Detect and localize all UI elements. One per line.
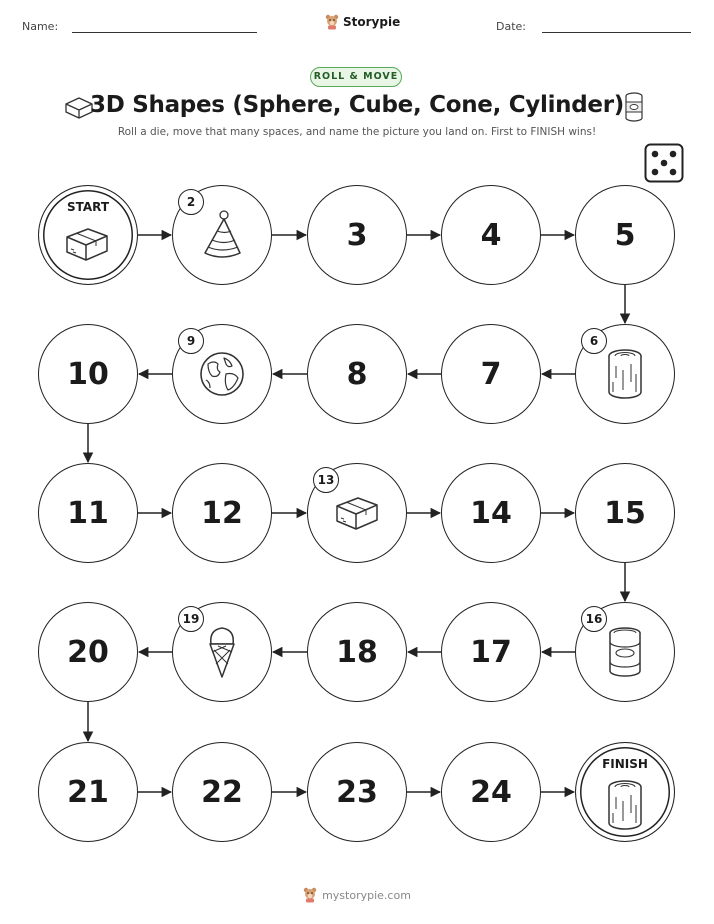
space-number: 5 xyxy=(614,217,636,253)
ice-cream-cone-icon xyxy=(205,624,239,680)
name-label: Name: xyxy=(22,20,59,33)
finish-label: FINISH xyxy=(602,757,648,771)
space-number: 17 xyxy=(470,634,512,670)
board-space-22 xyxy=(172,742,272,842)
space-number: 12 xyxy=(201,495,243,531)
page-title: 3D Shapes (Sphere, Cube, Cone, Cylinder) xyxy=(90,92,624,118)
space-number: 24 xyxy=(470,774,512,810)
party-hat-icon xyxy=(200,209,244,261)
space-number: 11 xyxy=(67,495,109,531)
board-space-5 xyxy=(575,185,675,285)
activity-badge: ROLL & MOVE xyxy=(310,67,402,87)
board-space-17 xyxy=(441,602,541,702)
space-number-badge: 16 xyxy=(581,606,607,632)
footer-url[interactable]: mystorypie.com xyxy=(322,888,411,902)
board-space-20 xyxy=(38,602,138,702)
instructions: Roll a die, move that many spaces, and name the picture you land on. First to FINISH wins! xyxy=(117,126,597,138)
board-space-3 xyxy=(307,185,407,285)
space-number: 8 xyxy=(346,356,368,392)
space-number: 3 xyxy=(346,217,368,253)
finish-space xyxy=(575,742,675,842)
space-number: 14 xyxy=(470,495,512,531)
box-icon xyxy=(334,493,380,533)
space-number: 21 xyxy=(67,774,109,810)
can-icon xyxy=(606,626,644,678)
board-space-14 xyxy=(441,463,541,563)
board-space-8 xyxy=(307,324,407,424)
space-number: 20 xyxy=(67,634,109,670)
box-icon xyxy=(64,224,110,268)
date-label: Date: xyxy=(496,20,526,33)
space-number: 23 xyxy=(336,774,378,810)
space-number: 10 xyxy=(67,356,109,392)
space-number: 22 xyxy=(201,774,243,810)
board-space-24 xyxy=(441,742,541,842)
space-number-badge: 6 xyxy=(581,328,607,354)
space-number: 4 xyxy=(480,217,502,253)
log-icon xyxy=(605,348,645,400)
brand-name: Storypie xyxy=(343,15,401,29)
globe-icon xyxy=(198,350,246,398)
board-space-18 xyxy=(307,602,407,702)
start-label: START xyxy=(66,200,110,214)
board-space-23 xyxy=(307,742,407,842)
board-space-15 xyxy=(575,463,675,563)
log-icon xyxy=(605,779,645,835)
space-number: 18 xyxy=(336,634,378,670)
space-number-badge: 9 xyxy=(178,328,204,354)
board-space-7 xyxy=(441,324,541,424)
footer xyxy=(0,887,714,903)
board-space-10 xyxy=(38,324,138,424)
board-space-11 xyxy=(38,463,138,563)
space-number: 7 xyxy=(480,356,502,392)
board-space-4 xyxy=(441,185,541,285)
space-number: 15 xyxy=(604,495,646,531)
board-space-12 xyxy=(172,463,272,563)
space-number-badge: 13 xyxy=(313,467,339,493)
space-number-badge: 19 xyxy=(178,606,204,632)
board-space-21 xyxy=(38,742,138,842)
space-number-badge: 2 xyxy=(178,189,204,215)
start-space xyxy=(38,185,138,285)
bear-mascot-icon xyxy=(303,887,317,903)
